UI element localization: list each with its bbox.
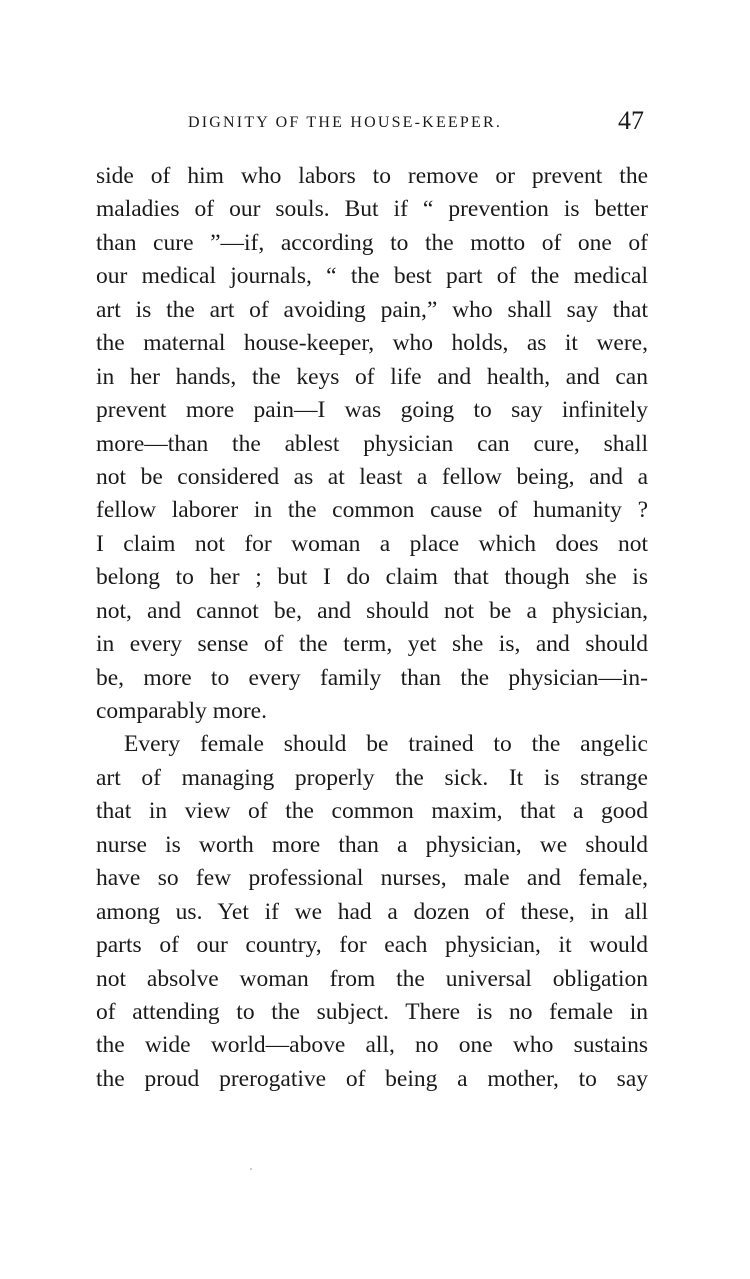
text-line: the wide world—above all, no one who sustains (96, 1032, 648, 1059)
text-line: among us. Yet if we had a dozen of these, in all (96, 898, 648, 925)
text-line: Every female should be trained to the angelic (124, 731, 648, 758)
text-line: I claim not for woman a place which does not (96, 530, 648, 557)
body-text (96, 160, 648, 1096)
text-line: maladies of our souls. But if “ prevention is better (96, 196, 648, 223)
running-head (96, 108, 648, 138)
text-line: have so few professional nurses, male and female, (96, 865, 648, 892)
running-title: DIGNITY OF THE HOUSE-KEEPER. (188, 114, 503, 131)
text-line: our medical journals, “ the best part of the medical (96, 263, 648, 290)
text-line: that in view of the common maxim, that a good (96, 798, 648, 825)
paragraph (96, 728, 648, 1096)
paragraph (96, 160, 648, 728)
text-line: art is the art of avoiding pain,” who shall say that (96, 296, 648, 323)
text-line: belong to her ; but I do claim that though she is (96, 564, 648, 591)
text-line: be, more to every family than the physician—in- (96, 664, 648, 691)
text-line: not absolve woman from the universal obligation (96, 965, 648, 992)
paper-speck (250, 1168, 252, 1170)
text-line: parts of our country, for each physician, it would (96, 932, 648, 959)
text-line: more—than the ablest physician can cure, shall (96, 430, 648, 457)
text-line: prevent more pain—I was going to say infinitely (96, 397, 648, 424)
text-line: in her hands, the keys of life and health, and can (96, 363, 648, 390)
text-line: than cure ”—if, according to the motto of one of (96, 229, 648, 256)
text-line: fellow laborer in the common cause of humanity ? (96, 497, 648, 524)
text-line: not be considered as at least a fellow being, and a (96, 463, 648, 490)
text-line: nurse is worth more than a physician, we should (96, 831, 648, 858)
text-line: the maternal house-keeper, who holds, as it were, (96, 330, 648, 357)
page-number: 47 (618, 106, 644, 135)
text-line: in every sense of the term, yet she is, and should (96, 631, 648, 658)
text-line: side of him who labors to remove or prevent the (96, 163, 648, 189)
text-line: of attending to the subject. There is no female in (96, 998, 648, 1025)
text-line: the proud prerogative of being a mother, to say (96, 1065, 648, 1092)
text-line: comparably more. (96, 698, 267, 724)
text-line: not, and cannot be, and should not be a physician, (96, 597, 648, 624)
text-line: art of managing properly the sick. It is strange (96, 764, 648, 791)
